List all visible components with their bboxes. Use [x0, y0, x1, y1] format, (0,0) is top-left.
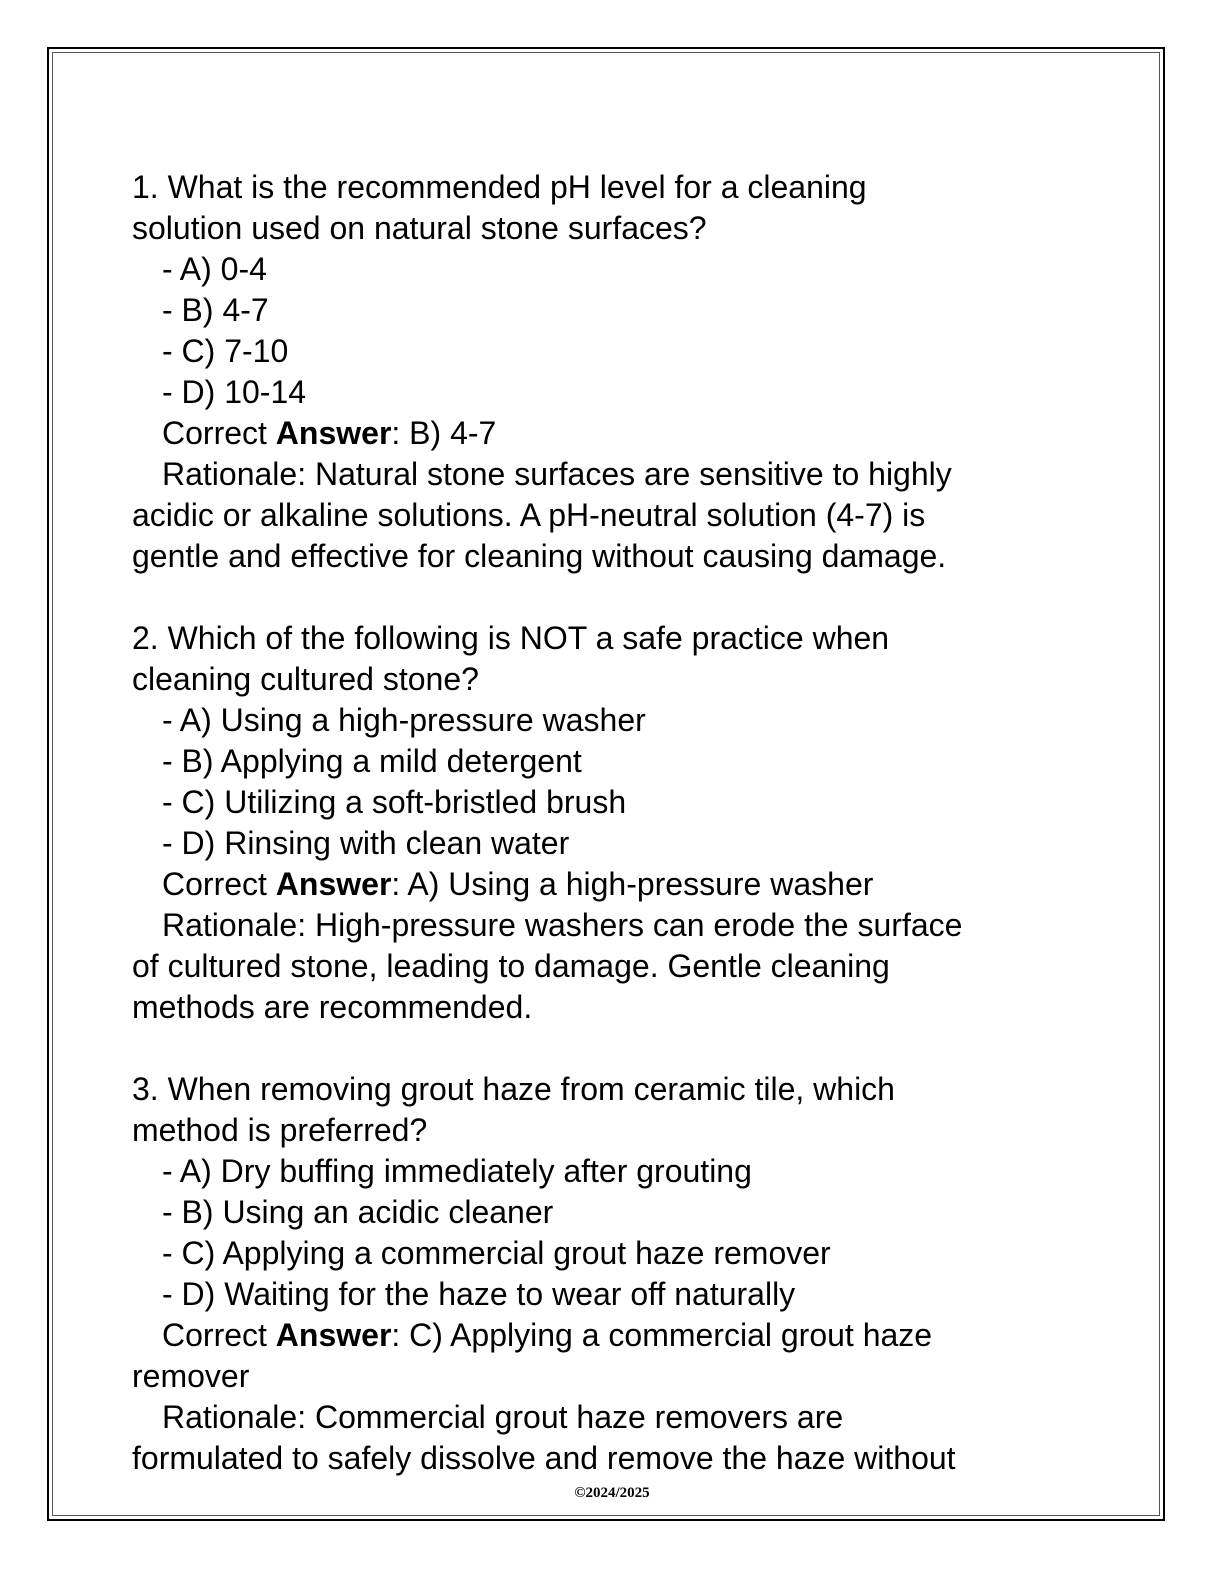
- answer-option: - B) Using an acidic cleaner: [162, 1194, 554, 1230]
- answer-option: - D) Waiting for the haze to wear off naturally: [162, 1276, 796, 1312]
- answer-option: - A) Dry buffing immediately after grouting: [162, 1153, 752, 1189]
- answer-option: - D) 10-14: [162, 374, 307, 410]
- question-text: cleaning cultured stone?: [132, 661, 479, 697]
- answer-option: - B) 4-7: [162, 292, 269, 328]
- rationale-text: Rationale: High-pressure washers can erode the surface: [162, 907, 963, 943]
- question-text: solution used on natural stone surfaces?: [132, 210, 707, 246]
- answer-keyword: Answer: [275, 1317, 392, 1353]
- question-block-1: [132, 167, 1072, 577]
- answer-option: - C) Utilizing a soft-bristled brush: [162, 784, 627, 820]
- document-body: [132, 167, 1072, 1479]
- answer-option: - D) Rinsing with clean water: [162, 825, 570, 861]
- answer-option: - C) Applying a commercial grout haze remover: [162, 1235, 831, 1271]
- answer-option: - A) 0-4: [162, 251, 267, 287]
- correct-answer: [132, 864, 1072, 905]
- question-text: 3. When removing grout haze from ceramic tile, which: [132, 1071, 895, 1107]
- answer-option: - B) Applying a mild detergent: [162, 743, 582, 779]
- correct-answer-prefix: Correct: [162, 1317, 276, 1353]
- correct-answer-value: : A) Using a high-pressure washer: [391, 866, 874, 902]
- question-text: 1. What is the recommended pH level for a cleaning: [132, 169, 867, 205]
- answer-keyword: Answer: [275, 866, 392, 902]
- copyright-footer: ©2024/2025: [574, 1485, 650, 1501]
- rationale-text: acidic or alkaline solutions. A pH-neutral solution (4-7) is: [132, 497, 926, 533]
- question-block-3: [132, 1069, 1072, 1479]
- question-block-2: [132, 618, 1072, 1028]
- rationale-text: methods are recommended.: [132, 989, 533, 1025]
- question-text: 2. Which of the following is NOT a safe practice when: [132, 620, 890, 656]
- rationale-text: gentle and effective for cleaning without causing damage.: [132, 538, 947, 574]
- rationale-text: formulated to safely dissolve and remove the haze without: [132, 1440, 956, 1476]
- correct-answer: [132, 1315, 1072, 1356]
- correct-answer-continued: remover: [132, 1358, 250, 1394]
- correct-answer-prefix: Correct: [162, 866, 276, 902]
- rationale-text: of cultured stone, leading to damage. Gentle cleaning: [132, 948, 890, 984]
- correct-answer: [132, 413, 1072, 454]
- rationale-text: Rationale: Commercial grout haze removers are: [162, 1399, 844, 1435]
- answer-keyword: Answer: [275, 415, 392, 451]
- answer-option: - C) 7-10: [162, 333, 289, 369]
- correct-answer-prefix: Correct: [162, 415, 276, 451]
- correct-answer-value: : C) Applying a commercial grout haze: [391, 1317, 933, 1353]
- correct-answer-value: : B) 4-7: [391, 415, 497, 451]
- rationale-text: Rationale: Natural stone surfaces are sensitive to highly: [162, 456, 952, 492]
- question-text: method is preferred?: [132, 1112, 428, 1148]
- answer-option: - A) Using a high-pressure washer: [162, 702, 646, 738]
